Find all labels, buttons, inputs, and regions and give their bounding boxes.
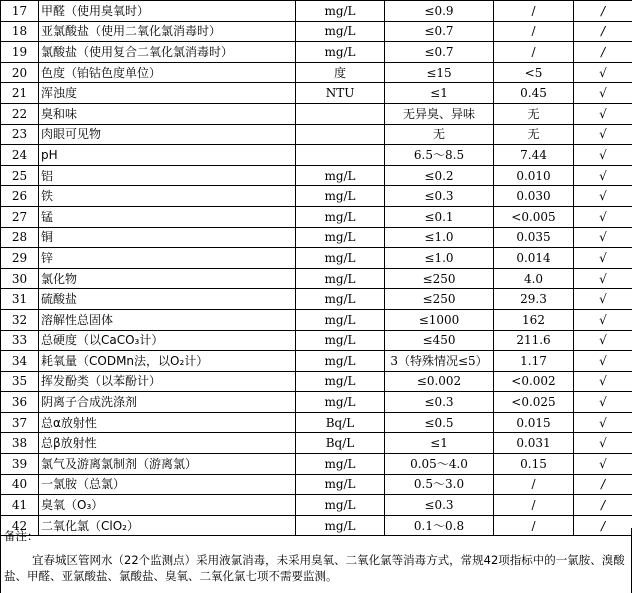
table-row [1,124,632,145]
result-cell: 4.0 [494,268,574,289]
pass-mark: √ [574,145,632,166]
unit-cell: mg/L [296,165,385,186]
indicator-name: 臭氧（O₃） [39,495,296,516]
indicator-name: 臭和味 [39,103,296,124]
result-cell: <5 [494,62,574,83]
indicator-name: 溶解性总固体 [39,309,296,330]
table-row [1,309,632,330]
table-row [1,474,632,495]
limit-cell: 0.05～4.0 [385,454,494,475]
notes-section [0,528,632,593]
indicator-name: 氯酸盐（使用复合二氧化氯消毒时） [39,42,296,63]
limit-cell: ≤250 [385,268,494,289]
table-row [1,351,632,372]
pass-mark: √ [574,454,632,475]
table-row [1,103,632,124]
result-cell: 0.031 [494,433,574,454]
indicator-name: 色度（铂钴色度单位） [39,62,296,83]
row-number: 37 [1,412,39,433]
result-cell: 7.44 [494,145,574,166]
result-cell: 162 [494,309,574,330]
limit-cell: ≤0.5 [385,412,494,433]
limit-cell: ≤0.1 [385,206,494,227]
result-cell: 0.45 [494,83,574,104]
table-row [1,145,632,166]
indicator-name: 铝 [39,165,296,186]
result-cell: 0.010 [494,165,574,186]
table-row [1,83,632,104]
unit-cell [296,103,385,124]
result-cell: / [494,515,574,536]
limit-cell: ≤0.3 [385,186,494,207]
indicator-name: 肉眼可见物 [39,124,296,145]
row-number: 25 [1,165,39,186]
row-number: 32 [1,309,39,330]
row-number: 24 [1,145,39,166]
limit-cell: ≤0.9 [385,1,494,22]
unit-cell: mg/L [296,515,385,536]
unit-cell [296,145,385,166]
limit-cell: ≤1000 [385,309,494,330]
pass-mark: √ [574,412,632,433]
row-number: 42 [1,515,39,536]
unit-cell: mg/L [296,330,385,351]
row-number: 22 [1,103,39,124]
indicator-name: 亚氯酸盐（使用二氧化氯消毒时） [39,21,296,42]
limit-cell: 0.1～0.8 [385,515,494,536]
unit-cell: mg/L [296,495,385,516]
result-cell: 0.030 [494,186,574,207]
result-cell: 1.17 [494,351,574,372]
result-cell: / [494,21,574,42]
row-number: 21 [1,83,39,104]
table-body [1,1,632,536]
limit-cell: 3（特殊情况≤5） [385,351,494,372]
limit-cell: ≤1 [385,83,494,104]
row-number: 29 [1,248,39,269]
row-number: 20 [1,62,39,83]
pass-mark: √ [574,392,632,413]
table-row [1,495,632,516]
limit-cell: ≤0.002 [385,371,494,392]
pass-mark: √ [574,186,632,207]
row-number: 31 [1,289,39,310]
result-cell: / [494,42,574,63]
limit-cell: ≤1.0 [385,227,494,248]
indicator-name: 甲醛（使用臭氧时） [39,1,296,22]
unit-cell: mg/L [296,186,385,207]
row-number: 23 [1,124,39,145]
table-row [1,289,632,310]
pass-mark: √ [574,62,632,83]
table-row [1,392,632,413]
limit-cell: ≤1 [385,433,494,454]
pass-mark: / [574,21,632,42]
unit-cell [296,124,385,145]
unit-cell: mg/L [296,392,385,413]
result-cell: <0.002 [494,371,574,392]
result-cell: / [494,495,574,516]
unit-cell: mg/L [296,371,385,392]
pass-mark: √ [574,227,632,248]
unit-cell: Bq/L [296,433,385,454]
indicator-name: 锌 [39,248,296,269]
limit-cell: ≤250 [385,289,494,310]
indicator-name: 浑浊度 [39,83,296,104]
limit-cell: ≤0.7 [385,42,494,63]
notes-title: 备注： [4,529,39,543]
indicator-name: 锰 [39,206,296,227]
limit-cell: 无异臭、异味 [385,103,494,124]
pass-mark: √ [574,289,632,310]
pass-mark: √ [574,103,632,124]
row-number: 38 [1,433,39,454]
unit-cell: mg/L [296,268,385,289]
result-cell: 无 [494,103,574,124]
unit-cell: Bq/L [296,412,385,433]
indicator-name: 铜 [39,227,296,248]
pass-mark: √ [574,165,632,186]
table-row [1,433,632,454]
unit-cell: mg/L [296,227,385,248]
table-row [1,412,632,433]
pass-mark: / [574,1,632,22]
table-row [1,454,632,475]
row-number: 26 [1,186,39,207]
pass-mark: √ [574,309,632,330]
unit-cell: mg/L [296,1,385,22]
result-cell: <0.005 [494,206,574,227]
table-row [1,1,632,22]
table-row [1,42,632,63]
result-cell: 0.15 [494,454,574,475]
unit-cell: mg/L [296,206,385,227]
indicator-name: pH [39,145,296,166]
limit-cell: ≤1.0 [385,248,494,269]
pass-mark: / [574,474,632,495]
result-cell: / [494,474,574,495]
table-row [1,371,632,392]
indicator-name: 阴离子合成洗涤剂 [39,392,296,413]
table-row [1,62,632,83]
indicator-name: 耗氧量（CODMn法，以O₂计） [39,351,296,372]
limit-cell: ≤0.2 [385,165,494,186]
result-cell: <0.025 [494,392,574,413]
pass-mark: √ [574,351,632,372]
pass-mark: / [574,495,632,516]
row-number: 35 [1,371,39,392]
indicator-name: 氯化物 [39,268,296,289]
unit-cell: 度 [296,62,385,83]
unit-cell: mg/L [296,351,385,372]
result-cell: 无 [494,124,574,145]
row-number: 40 [1,474,39,495]
table-row [1,165,632,186]
row-number: 39 [1,454,39,475]
indicator-name: 总α放射性 [39,412,296,433]
row-number: 28 [1,227,39,248]
pass-mark: √ [574,206,632,227]
unit-cell: mg/L [296,21,385,42]
pass-mark: √ [574,268,632,289]
unit-cell: mg/L [296,42,385,63]
limit-cell: ≤0.7 [385,21,494,42]
row-number: 17 [1,1,39,22]
notes-body: 宜春城区管网水（22个监测点）采用液氯消毒，未采用臭氧、二氧化氯等消毒方式，常规42项指标中的一氯胺、溴酸盐、甲醛、亚氯酸盐、氯酸盐、臭氧、二氧化氯七项不需要监测。 [4,553,625,583]
limit-cell: 6.5～8.5 [385,145,494,166]
row-number: 33 [1,330,39,351]
limit-cell: ≤0.3 [385,392,494,413]
table-row [1,248,632,269]
indicator-name: 铁 [39,186,296,207]
indicator-name: 挥发酚类（以苯酚计） [39,371,296,392]
result-cell: / [494,1,574,22]
unit-cell: NTU [296,83,385,104]
pass-mark: √ [574,83,632,104]
table-row [1,268,632,289]
pass-mark: / [574,42,632,63]
pass-mark: √ [574,433,632,454]
pass-mark: / [574,515,632,536]
table-row [1,330,632,351]
indicator-name: 硫酸盐 [39,289,296,310]
row-number: 34 [1,351,39,372]
result-cell: 0.035 [494,227,574,248]
result-cell: 211.6 [494,330,574,351]
unit-cell: mg/L [296,309,385,330]
limit-cell: 0.5～3.0 [385,474,494,495]
row-number: 19 [1,42,39,63]
indicator-name: 总硬度（以CaCO₃计） [39,330,296,351]
pass-mark: √ [574,330,632,351]
limit-cell: ≤0.3 [385,495,494,516]
row-number: 41 [1,495,39,516]
pass-mark: √ [574,371,632,392]
pass-mark: √ [574,248,632,269]
table-row [1,206,632,227]
result-cell: 29.3 [494,289,574,310]
limit-cell: ≤450 [385,330,494,351]
limit-cell: 无 [385,124,494,145]
limit-cell: ≤15 [385,62,494,83]
unit-cell: mg/L [296,454,385,475]
unit-cell: mg/L [296,474,385,495]
result-cell: 0.014 [494,248,574,269]
indicator-name: 二氧化氯（ClO₂） [39,515,296,536]
row-number: 30 [1,268,39,289]
table-row [1,21,632,42]
row-number: 18 [1,21,39,42]
indicator-name: 氯气及游离氯制剂（游离氯） [39,454,296,475]
indicator-name: 一氯胺（总氯） [39,474,296,495]
unit-cell: mg/L [296,289,385,310]
row-number: 27 [1,206,39,227]
row-number: 36 [1,392,39,413]
pass-mark: √ [574,124,632,145]
indicator-name: 总β放射性 [39,433,296,454]
table-row [1,227,632,248]
table-row [1,186,632,207]
unit-cell: mg/L [296,248,385,269]
result-cell: 0.015 [494,412,574,433]
